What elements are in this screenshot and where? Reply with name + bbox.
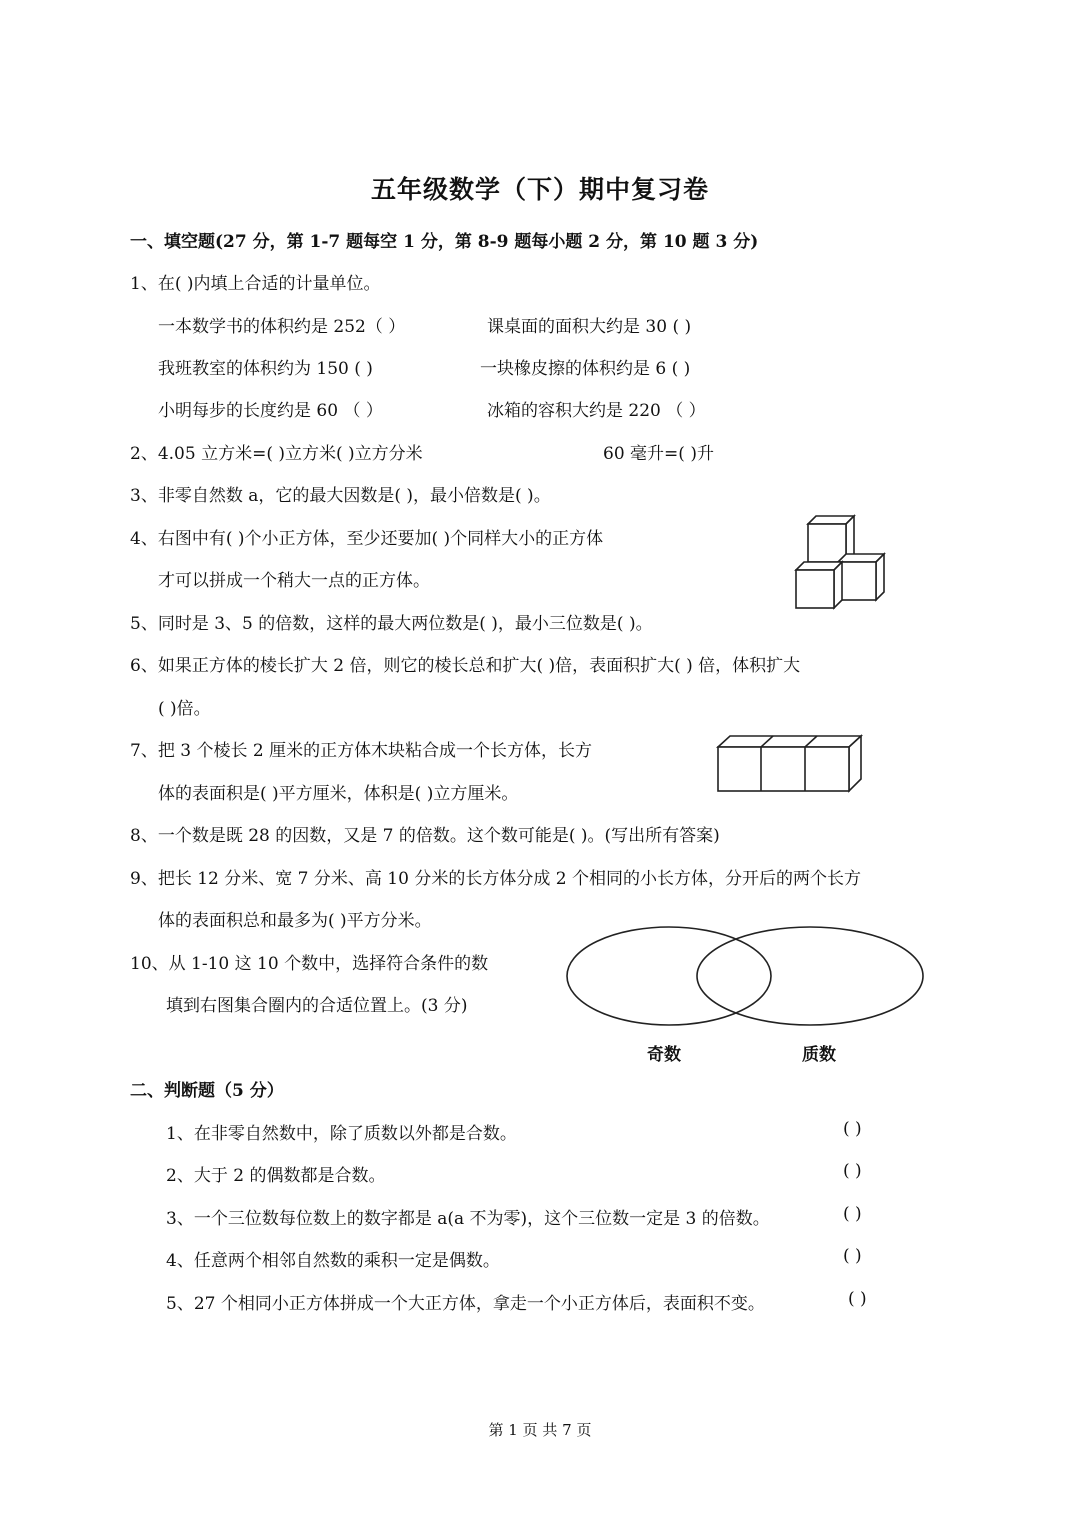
judge-item-5: 5、27 个相同小正方体拼成一个大正方体，拿走一个小正方体后，表面积不变。 [166,1294,765,1314]
venn-prime-circle [697,927,923,1025]
q1-item-d: 一块橡皮擦的体积约是 6 ( ) [480,359,691,379]
q3: 3、非零自然数 a，它的最大因数是( )，最小倍数是( )。 [130,486,551,506]
q9-line1: 9、把长 12 分米、宽 7 分米、高 10 分米的长方体分成 2 个相同的小长方体，分开后的两个长方 [130,869,861,889]
q4-line2: 才可以拼成一个稍大一点的正方体。 [158,571,430,591]
venn-odd-circle [567,927,771,1025]
q7-line2: 体的表面积是( )平方厘米，体积是( )立方厘米。 [158,784,519,804]
venn-label-prime: 质数 [802,1045,836,1065]
q1-item-a: 一本数学书的体积约是 252（ ） [158,317,406,337]
q1-item-c: 我班教室的体积约为 150 ( ) [158,359,373,379]
cube-stack-figure [790,512,900,612]
section1-heading: 一、填空题(27 分，第 1-7 题每空 1 分，第 8-9 题每小题 2 分，第 10 题 3 分) [130,232,759,252]
q2-part-b: 60 毫升=( )升 [603,444,714,464]
judge-item-3: 3、一个三位数每位数上的数字都是 a(a 不为零)，这个三位数一定是 3 的倍数。 [166,1209,770,1229]
q9-line2: 体的表面积总和最多为( )平方分米。 [158,911,432,931]
q10-line1: 10、从 1-10 这 10 个数中，选择符合条件的数 [130,954,489,974]
page-title: 五年级数学（下）期中复习卷 [370,175,709,204]
section2-heading: 二、判断题（5 分） [130,1081,284,1101]
cuboid-figure [715,733,870,795]
venn-label-odd: 奇数 [647,1045,681,1065]
q1-item-e: 小明每步的长度约是 60 （ ） [158,401,383,421]
q7-line1: 7、把 3 个棱长 2 厘米的正方体木块粘合成一个长方体，长方 [130,741,593,761]
judge-bracket-4: ( ) [843,1246,862,1266]
judge-item-2: 2、大于 2 的偶数都是合数。 [166,1166,386,1186]
q8: 8、一个数是既 28 的因数，又是 7 的倍数。这个数可能是( )。(写出所有答案) [130,826,720,846]
q6-line1: 6、如果正方体的棱长扩大 2 倍，则它的棱长总和扩大( )倍，表面积扩大( ) 倍，体积扩大 [130,656,801,676]
judge-bracket-3: ( ) [843,1204,862,1224]
venn-diagram [565,925,930,1035]
q1-item-b: 课桌面的面积大约是 30 ( ) [487,317,692,337]
q5: 5、同时是 3、5 的倍数，这样的最大两位数是( )，最小三位数是( )。 [130,614,653,634]
q1-item-f: 冰箱的容积大约是 220 （ ） [487,401,706,421]
q4-line1: 4、右图中有( )个小正方体，至少还要加( )个同样大小的正方体 [130,529,604,549]
judge-item-1: 1、在非零自然数中，除了质数以外都是合数。 [166,1124,517,1144]
q6-line2: ( )倍。 [158,699,211,719]
judge-bracket-5: ( ) [848,1289,867,1309]
q10-line2: 填到右图集合圈内的合适位置上。(3 分) [166,996,468,1016]
judge-item-4: 4、任意两个相邻自然数的乘积一定是偶数。 [166,1251,500,1271]
judge-bracket-1: ( ) [843,1119,862,1139]
judge-bracket-2: ( ) [843,1161,862,1181]
q1-stem: 1、在( )内填上合适的计量单位。 [130,274,381,294]
page-footer: 第 1 页 共 7 页 [488,1421,592,1439]
q2-part-a: 2、4.05 立方米=( )立方米( )立方分米 [130,444,423,464]
